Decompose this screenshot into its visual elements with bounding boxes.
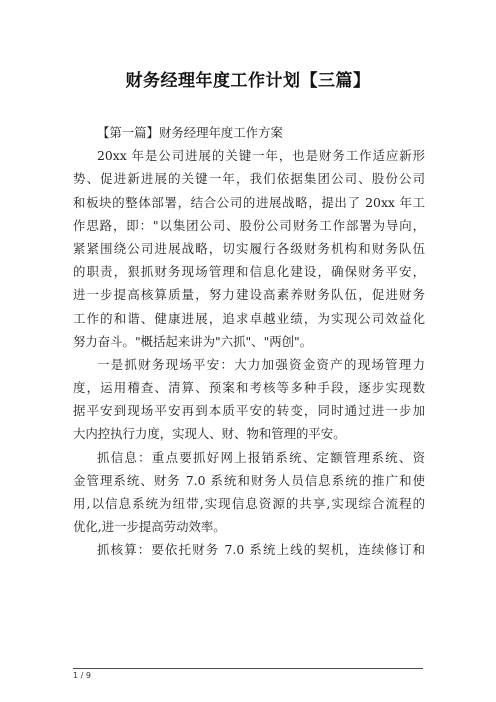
body-line: 据平安到现场平安再到本质平安的转变，同时通过进一步加 xyxy=(73,403,425,419)
page-number: 1 / 9 xyxy=(73,671,91,680)
body-line: 作思路，即："以集团公司、股份公司财务工作部署为导向， xyxy=(73,217,425,233)
body-line: 20xx 年是公司进展的关键一年，也是财务工作适应新形 xyxy=(97,148,425,164)
body-line: 工作的和谐、健康进展，追求卓越业绩，为实现公司效益化 xyxy=(73,310,425,326)
body-line: 抓信息：重点要抓好网上报销系统、定额管理系统、资 xyxy=(97,449,425,465)
body-line: 和板块的整体部署，结合公司的进展战略，提出了 20xx 年工 xyxy=(73,194,425,210)
body-line: 的职责，狠抓财务现场管理和信息化建设，确保财务平安， xyxy=(73,264,425,280)
body-line: 度，运用稽查、清算、预案和考核等多种手段，逐步实现数 xyxy=(73,380,425,396)
section-heading: 【第一篇】财务经理年度工作方案 xyxy=(97,125,283,140)
body-line: 紧紧围绕公司进展战略，切实履行各级财务机构和财务队伍 xyxy=(73,240,425,256)
document-body xyxy=(73,121,425,562)
body-line: 金管理系统、财务 7.0 系统和财务人员信息系统的推广和使 xyxy=(73,472,425,488)
body-line: 努力奋斗。"概括起来讲为"六抓"、"两创"。 xyxy=(73,333,313,349)
document-title: 财务经理年度工作计划【三篇】 xyxy=(125,71,371,91)
body-line: 用,以信息系统为纽带,实现信息资源的共享,实现综合流程的 xyxy=(73,496,425,511)
body-line: 抓核算：要依托财务 7.0 系统上线的契机，连续修订和 xyxy=(97,542,425,558)
body-line: 一是抓财务现场平安：大力加强资金资产的现场管理力 xyxy=(97,356,425,372)
body-line: 进一步提高核算质量，努力建设高素养财务队伍，促进财务 xyxy=(73,287,425,303)
footer-divider xyxy=(73,668,423,669)
body-line: 大内控执行力度，实现人、财、物和管理的平安。 xyxy=(73,426,346,442)
body-line: 优化,进一步提高劳动效率。 xyxy=(73,519,226,535)
body-line: 势、促进新进展的关键一年，我们依据集团公司、股份公司 xyxy=(73,171,425,187)
